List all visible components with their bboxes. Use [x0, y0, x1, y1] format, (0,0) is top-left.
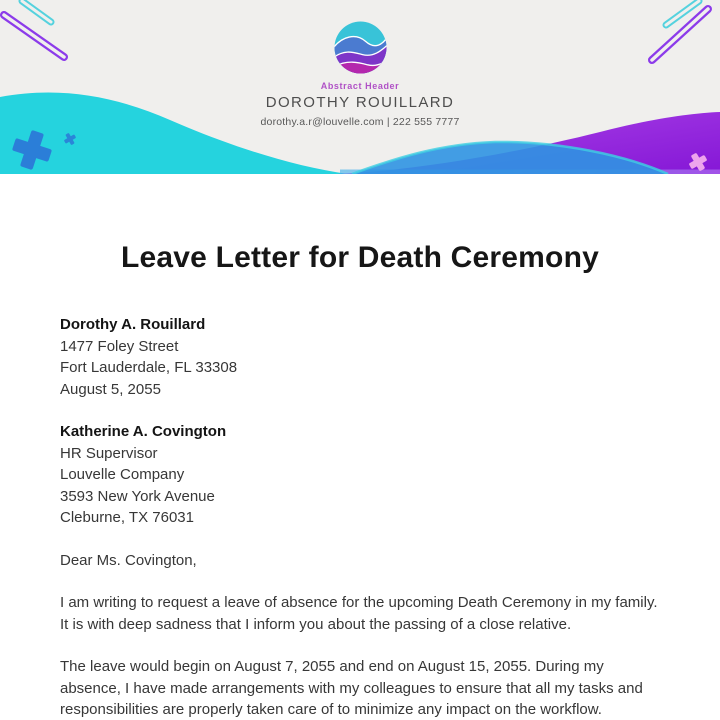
- recipient-name: Katherine A. Covington: [60, 423, 227, 440]
- body-paragraph-1: I am writing to request a leave of absence for the upcoming Death Ceremony in my family. It is with deep sadness that I inform you about the passing of a close relative.: [60, 594, 658, 633]
- recipient-address-line-1: 3593 New York Avenue: [60, 487, 215, 505]
- logo-label: Abstract Header: [320, 81, 400, 91]
- letterhead-brand: [0, 0, 720, 128]
- recipient-title: HR Supervisor: [60, 444, 158, 462]
- sender-address-line-1: 1477 Foley Street: [60, 337, 179, 355]
- letterhead: [0, 0, 720, 174]
- sender-address-line-2: Fort Lauderdale, FL 33308: [60, 359, 238, 376]
- letter-body: [0, 174, 720, 720]
- page-title: Leave Letter for Death Ceremony: [120, 241, 599, 274]
- recipient-address-line-2: Cleburne, TX 76031: [60, 509, 194, 526]
- salutation: Dear Ms. Covington,: [60, 551, 197, 569]
- letterhead-contact: dorothy.a.r@louvelle.com | 222 555 7777: [260, 116, 460, 128]
- body-paragraph-2: The leave would begin on August 7, 2055 and end on August 15, 2055. During my absence, I have made arrangements with my colleagues to ensure that all my tasks and responsibilities are properly taken care of to minimize any impact on the workflow.: [60, 658, 643, 718]
- abstract-logo-icon: [334, 21, 387, 74]
- letterhead-name: DOROTHY ROUILLARD: [265, 94, 455, 111]
- sender-block: [60, 314, 660, 400]
- recipient-company: Louvelle Company: [60, 466, 185, 483]
- sender-name: Dorothy A. Rouillard: [60, 316, 206, 333]
- letter-date: August 5, 2055: [60, 380, 161, 398]
- recipient-block: [60, 421, 660, 529]
